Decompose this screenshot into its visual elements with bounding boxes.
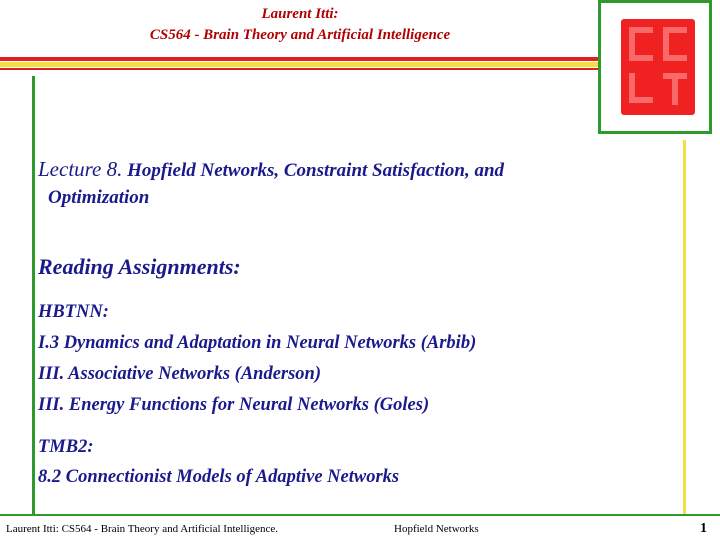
usc-logo-icon xyxy=(621,19,695,115)
slide-header xyxy=(0,4,600,46)
reading-heading: Reading Assignments: xyxy=(38,254,241,279)
page-number: 1 xyxy=(700,521,707,536)
footer-center: Hopfield Networks xyxy=(394,523,479,535)
header-author: Laurent Itti: xyxy=(261,6,339,22)
lecture-title-part1: Hopfield Networks, Constraint Satisfaction, and xyxy=(127,160,505,181)
header-stripe-red xyxy=(0,57,600,61)
left-vertical-rule xyxy=(32,76,35,514)
reading-item-source-tmb2: TMB2: xyxy=(38,437,94,457)
lecture-number: Lecture 8. xyxy=(38,157,123,181)
reading-item-source-hbtnn: HBTNN: xyxy=(38,302,109,322)
footer-rule xyxy=(0,514,720,516)
lecture-title-part2: Optimization xyxy=(48,187,150,208)
logo-frame xyxy=(598,0,712,134)
lecture-title xyxy=(38,156,598,211)
reading-item: III. Associative Networks (Anderson) xyxy=(38,364,322,384)
right-vertical-rule xyxy=(683,140,686,514)
header-stripe-red-lower xyxy=(0,68,600,70)
reading-item: I.3 Dynamics and Adaptation in Neural Networks (Arbib) xyxy=(38,333,477,353)
header-course: CS564 - Brain Theory and Artificial Intelligence xyxy=(149,27,451,43)
reading-item: III. Energy Functions for Neural Networks (Goles) xyxy=(38,395,430,415)
reading-item: 8.2 Connectionist Models of Adaptive Networks xyxy=(38,467,400,487)
footer-left: Laurent Itti: CS564 - Brain Theory and Artificial Intelligence. xyxy=(6,523,278,535)
header-stripe-yellow xyxy=(0,62,600,67)
